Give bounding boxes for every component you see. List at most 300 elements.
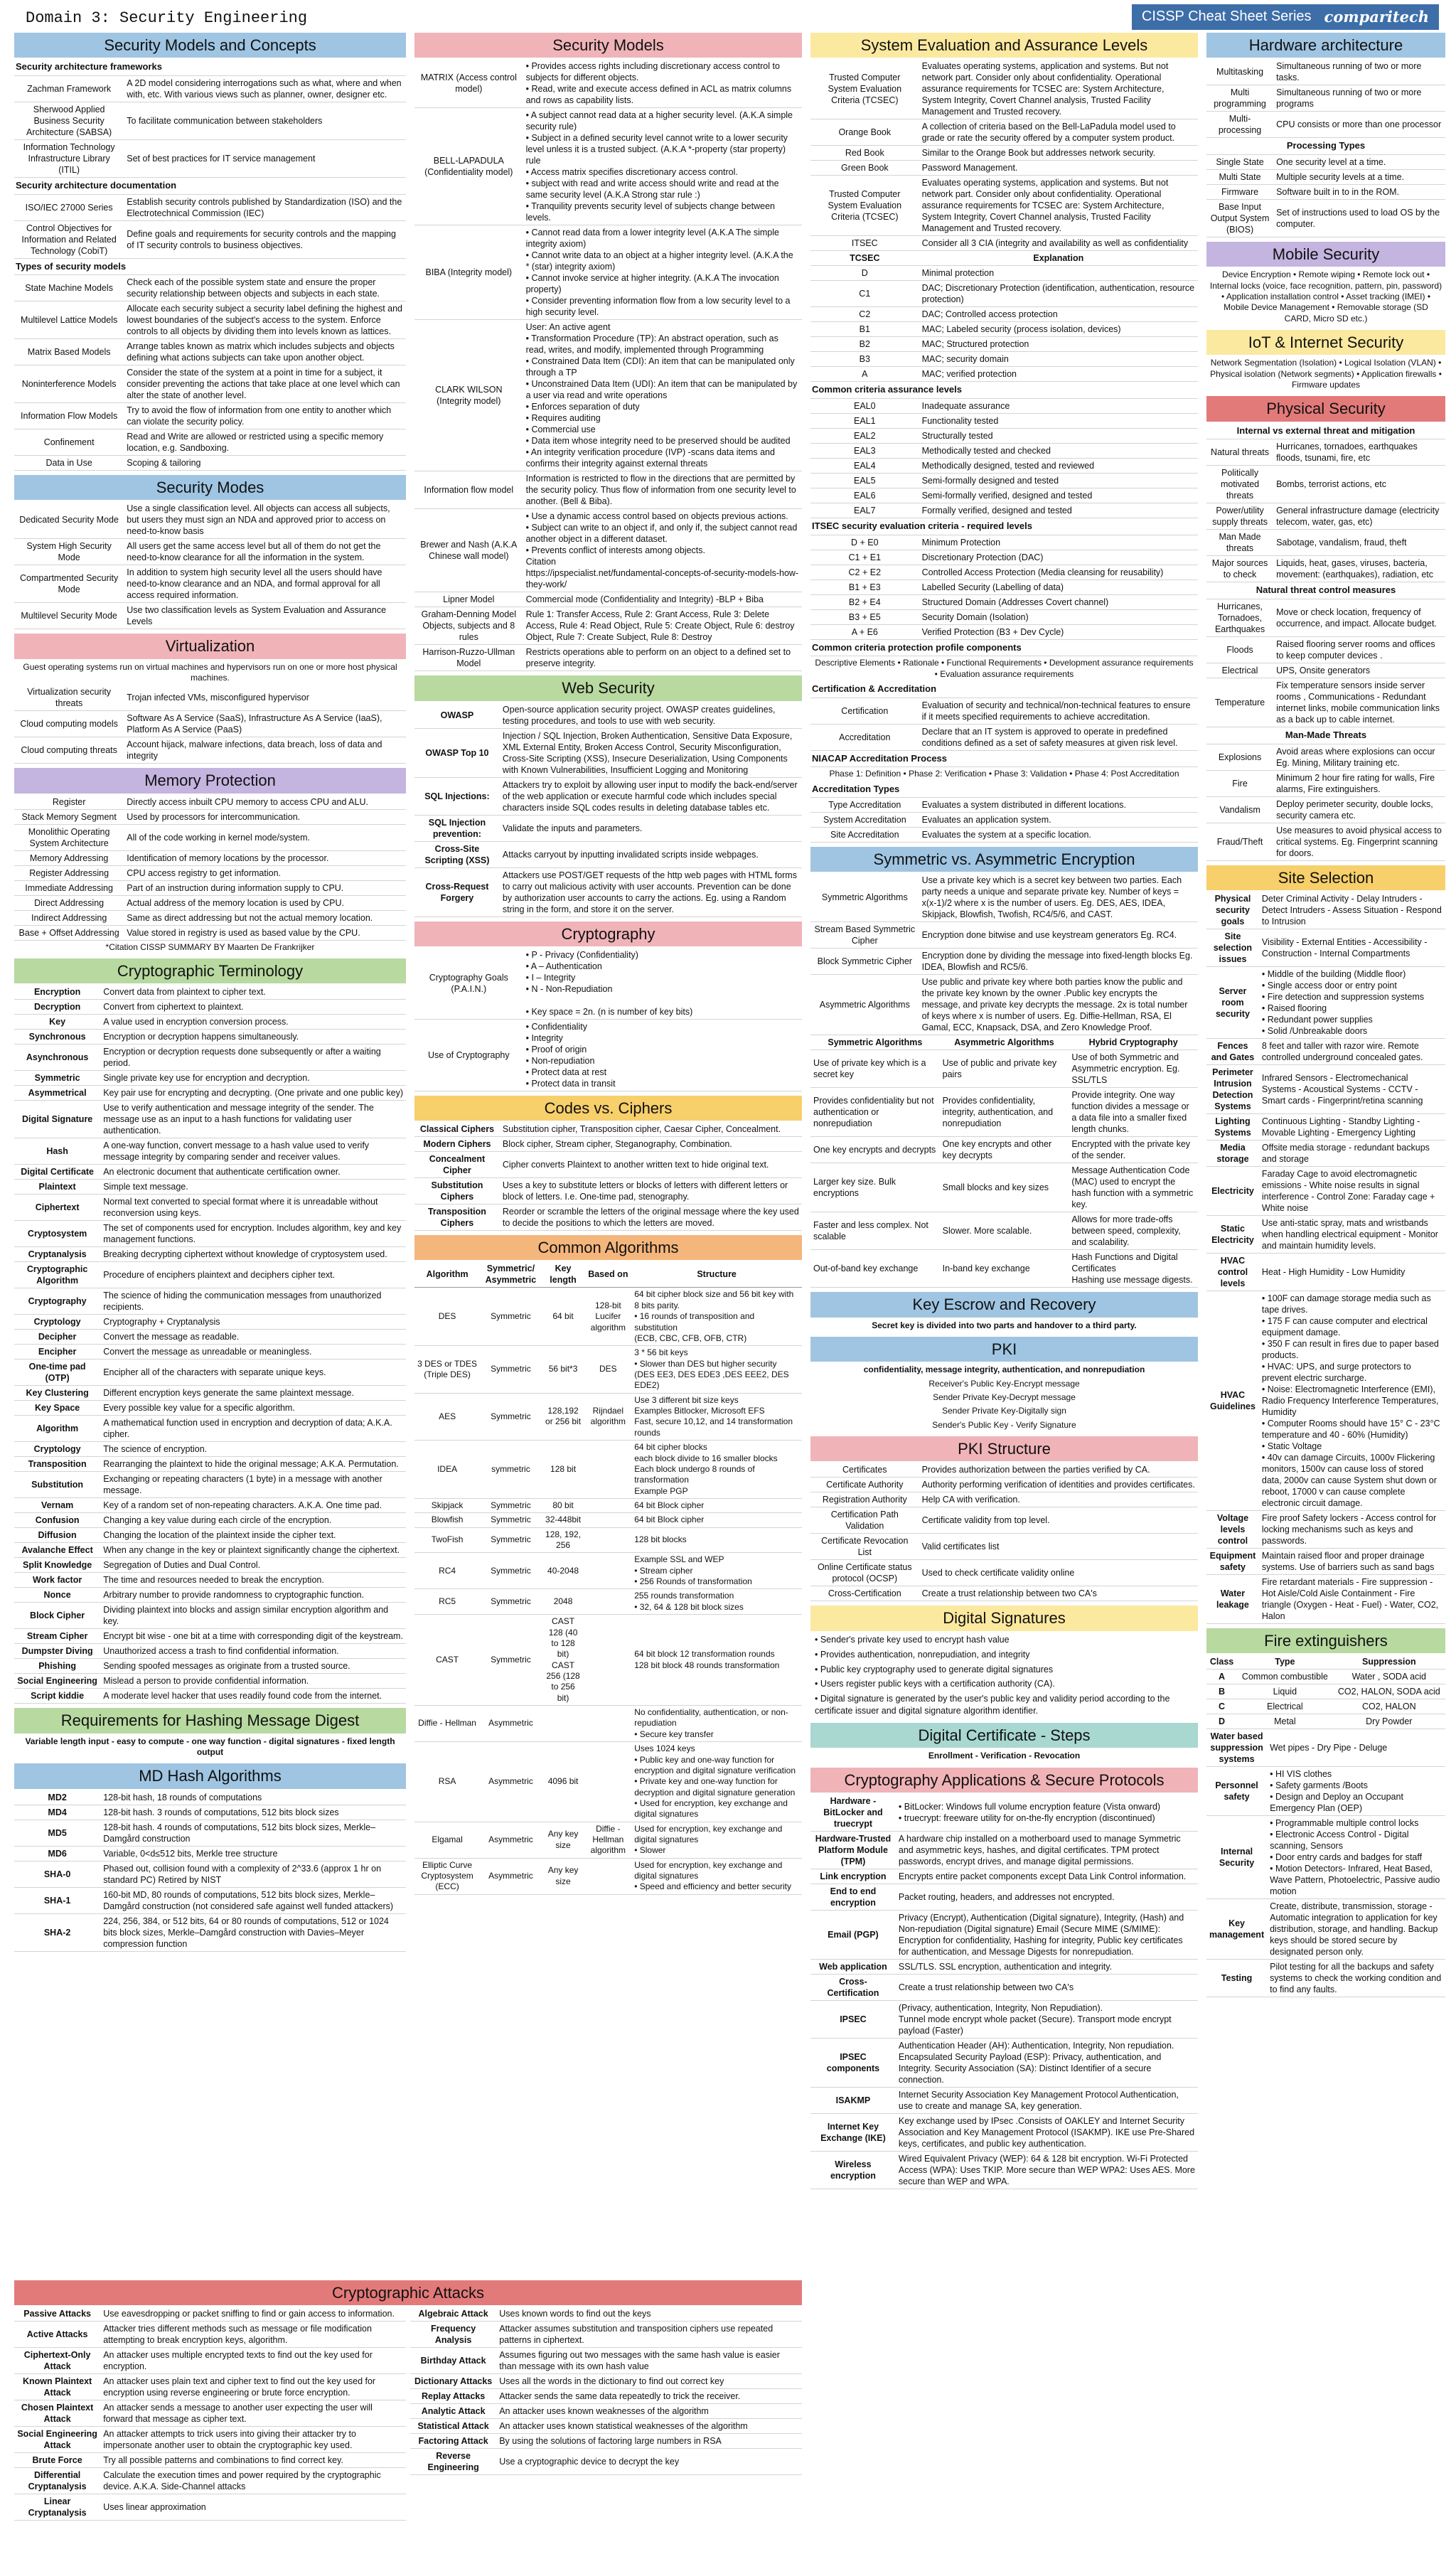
row-label: MD5 [14, 1820, 100, 1846]
row-value: Allocate each security subject a security label defining the highest and lowest boundaries of the subject's access to the system. Enforce controls to all objects by dividing them into levels known as lattices. [124, 301, 406, 339]
row-label: Asynchronous [14, 1045, 100, 1071]
table-cell: Larger key size. Bulk encryptions [810, 1163, 940, 1212]
row-value: General infrastructure damage (electricity telecom, water, gas, etc) [1273, 503, 1445, 530]
security-models-section [414, 33, 802, 671]
row-label: Plaintext [14, 1180, 100, 1195]
cryptographic-attacks-panel [14, 2280, 802, 2560]
row-label: Base Input Output System (BIOS) [1206, 199, 1273, 237]
brand-banner[interactable] [1132, 4, 1439, 30]
row-value: Fire proof Safety lockers - Access control for locking mechanisms such as keys and passwords. [1259, 1510, 1445, 1548]
row-label: Internet Key Exchange (IKE) [810, 2113, 896, 2151]
table-row [1206, 59, 1445, 85]
subsection-title: Natural threat control measures [1206, 582, 1445, 599]
row-value: A 2D model considering interrogations such as what, where and when with, etc. With various views such as planner, owner, designer etc. [124, 76, 406, 102]
row-label: Site selection issues [1206, 929, 1259, 966]
row-value: All of the code working in kernel mode/system. [124, 824, 406, 850]
row-label: Ciphertext [14, 1195, 100, 1221]
section-title: Key Escrow and Recovery [810, 1292, 1198, 1317]
row-value: A mathematical function used in encryption and decryption of data; A.K.A. cipher. [100, 1416, 406, 1442]
table-row [810, 1794, 1198, 1832]
row-value: Information is restricted to flow in the directions that are permitted by the security policy. Thus flow of information from one security level to another. (Bell & Biba). [523, 471, 802, 509]
table-row [14, 1913, 406, 1951]
table-row [414, 1441, 802, 1499]
table-row [1206, 1113, 1445, 1140]
paragraph: Secret key is divided into two parts and handover to a third party. [872, 1320, 1137, 1330]
row-label: Avalanche Effect [14, 1543, 100, 1558]
row-value: Structurally tested [919, 428, 1198, 443]
table-cell [584, 1615, 631, 1706]
row-label: MD2 [14, 1790, 100, 1805]
paragraph: Descriptive Elements • Rationale • Functional Requirements • Development assurance requirements • Evaluation assurance requirements [815, 658, 1194, 679]
table-row [14, 2453, 406, 2468]
key-escrow-section [810, 1292, 1198, 1332]
row-label: Cryptanalysis [14, 1247, 100, 1262]
table-row [1206, 663, 1445, 678]
row-label: Direct Addressing [14, 895, 124, 910]
row-label: Explosions [1206, 744, 1273, 771]
table-cell [584, 1527, 631, 1553]
table-cell [584, 1589, 631, 1615]
row-value: Attacks carryout by inputting invalidated scripts inside webpages. [500, 841, 802, 867]
row-value: 8 feet and taller with razor wire. Remote controlled underground concealed gates. [1259, 1038, 1445, 1064]
table-row [14, 1401, 406, 1416]
kv-table [414, 59, 802, 671]
row-label: B1 [810, 322, 919, 337]
table-cell: Common combustible [1237, 1670, 1332, 1684]
table-cell: Symmetric [480, 1615, 541, 1706]
table-row [810, 458, 1198, 473]
subsection-title: Accreditation Types [810, 781, 1198, 798]
table-cell: B [1206, 1684, 1237, 1699]
row-label: Statistical Attack [410, 2419, 496, 2434]
row-label: ITSEC [810, 236, 919, 251]
system-evaluation-section [810, 33, 1198, 843]
table-row [1206, 199, 1445, 237]
row-value: Changing the location of the plaintext inside the cipher text. [100, 1528, 406, 1543]
row-label: Voltage levels control [1206, 1510, 1259, 1548]
table-row [1206, 1253, 1445, 1291]
row-value: Software As A Service (SaaS), Infrastructure As A Service (IaaS), Platform As A Service (PaaS) [124, 711, 406, 737]
row-value: • HI VIS clothes • Safety garments /Boots • Design and Deploy an Occupant Emergency Plan (OEP) [1267, 1767, 1445, 1816]
table-row [14, 1138, 406, 1165]
kv-table [810, 873, 1198, 1035]
table-row [810, 535, 1198, 550]
table-row [810, 399, 1198, 414]
table-row [810, 337, 1198, 352]
row-label: Classical Ciphers [414, 1122, 500, 1137]
table-row [14, 1543, 406, 1558]
table-cell: Use of private key which is a secret key [810, 1050, 940, 1088]
row-label: Cross-Certification [810, 1586, 919, 1601]
row-label: Certificates [810, 1463, 919, 1478]
paragraph: confidentiality, message integrity, authentication, and nonrepudiation [863, 1364, 1145, 1375]
table-cell [584, 1706, 631, 1742]
table-cell: Used for encryption, key exchange and digital signatures • Slower [631, 1822, 802, 1858]
row-label: Sherwood Applied Business Security Architecture (SABSA) [14, 102, 124, 139]
table-cell: 128 bit [542, 1441, 585, 1499]
row-label: Asymmetric Algorithms [810, 975, 919, 1035]
table-row [414, 1498, 802, 1512]
row-label: Differential Cryptanalysis [14, 2468, 100, 2494]
row-value: Semi-formally verified, designed and tested [919, 488, 1198, 503]
row-label: Transposition Ciphers [414, 1204, 500, 1231]
row-label: Phishing [14, 1659, 100, 1674]
row-label: Brute Force [14, 2453, 100, 2468]
row-label: Asymmetrical [14, 1086, 100, 1101]
virtualization-section [14, 634, 406, 764]
table-row [14, 301, 406, 339]
table-cell [584, 1498, 631, 1512]
row-label: Dumpster Diving [14, 1644, 100, 1659]
row-value: User: An active agent • Transformation Procedure (TP): An abstract operation, such as read, writes, and modify, implemented through Programming • Constrained Data Item (CDI): An item that can be manipulated only through a TP • Unconstrained Data Item (UDI): An item that can be manipulated by a user via read and write operations • Enforces separation of duty • Requires auditing • Commercial use • Data item whose integrity need to be preserved should be audited • An integrity verification procedure (IVP) -scans data items and confirms their integrity against external threats [523, 320, 802, 471]
table-row [810, 624, 1198, 639]
table-row [810, 1959, 1198, 1974]
table-cell: Skipjack [414, 1498, 480, 1512]
sheet-series-label: CISSP Cheat Sheet Series [1141, 9, 1312, 25]
table-row [1206, 184, 1445, 199]
row-value: 128-bit hash. 4 rounds of computations, 512 bits block sizes, Merkle–Damgård construction [100, 1820, 406, 1846]
row-label: OWASP [414, 703, 500, 729]
row-label: Water leakage [1206, 1574, 1259, 1623]
row-label: Confusion [14, 1513, 100, 1528]
table-cell: Dry Powder [1333, 1714, 1445, 1729]
row-value: Mislead a person to provide confidential information. [100, 1674, 406, 1689]
row-value: Security Domain (Isolation) [919, 609, 1198, 624]
web-security-section [414, 675, 802, 917]
row-label: CLARK WILSON (Integrity model) [414, 320, 523, 471]
table-row [14, 365, 406, 403]
row-label: Web application [810, 1959, 896, 1974]
table-row [14, 1086, 406, 1101]
table-row [1206, 1140, 1445, 1166]
row-value: Faraday Cage to avoid electromagnetic emissions - White noise results in signal interference - Control Zone: Faraday cage + White noise [1259, 1166, 1445, 1215]
row-label: Memory Addressing [14, 850, 124, 865]
table-row [1206, 1215, 1445, 1253]
table-row [414, 1152, 802, 1178]
table-cell: Symmetric [480, 1393, 541, 1440]
table-cell: Use 3 different bit size keys Examples Bitlocker, Microsoft EFS Fast, secure 10,12, and 14 transformation rounds [631, 1393, 802, 1440]
table-row [810, 565, 1198, 579]
row-label: Work factor [14, 1573, 100, 1588]
table-cell: No confidentiality, authentication, or non-repudiation • Secure key transfer [631, 1706, 802, 1742]
kv-table [414, 703, 802, 917]
table-row [1206, 530, 1445, 556]
row-value: A hardware chip installed on a motherboard used to manage Symmetric and asymmetric keys, hashes, and digital certificates. TPM protect passwords, encrypt drives, and manage digital permissions. [896, 1831, 1198, 1869]
row-label: Nonce [14, 1588, 100, 1603]
table-row [1206, 1064, 1445, 1113]
row-label: Cryptography [14, 1288, 100, 1315]
row-value: Liquids, heat, gases, viruses, bacteria, movement: (earthquakes), radiation, etc [1273, 556, 1445, 582]
column-header: Based on [584, 1261, 631, 1288]
row-value: 128-bit hash. 3 rounds of computations, 512 bits block sizes [100, 1805, 406, 1820]
md-hash-section [14, 1763, 406, 1951]
table-row [14, 795, 406, 810]
row-value: Use a single classification level. All objects can access all subjects, but users they must sign an NDA and approved prior to access on need-to-know basis [124, 501, 406, 539]
row-value: DAC; Discretionary Protection (identification, authentication, resource protection) [919, 281, 1198, 307]
row-value: • Use a dynamic access control based on objects previous actions. • Subject can write to an object if, and only if, the subject cannot read another object in a different dataset. • Prevents conflict of interests among objects. Citation https://ipspecialist.net/fundamental-concepts-of-security-models-how-they-work/ [523, 509, 802, 592]
row-value: • Middle of the building (Middle floor) • Single access door or entry point • Fire detection and suppression systems • Raised flooring • Redundant power supplies • Solid /Unbreakable doors [1259, 966, 1445, 1038]
table-cell: Faster and less complex. Not scalable [810, 1212, 940, 1250]
table-cell: 80 bit [542, 1498, 585, 1512]
kv-table [810, 698, 1198, 751]
table-row [810, 798, 1198, 813]
row-value: Attackers use POST/GET requests of the http web pages with HTML forms to carry out malicious activity with user accounts. Prevention can be done by authorization user accounts to carry the actions. Eg. using a Random string in the form, and store it on the server. [500, 867, 802, 917]
row-value: Consider the state of the system at a point in time for a subject, it consider preventing the actions that take place at one level which can alter the state of another level. [124, 365, 406, 403]
row-value: Account hijack, malware infections, data breach, loss of data and integrity [124, 737, 406, 764]
row-value: Semi-formally designed and tested [919, 473, 1198, 488]
table-row [14, 985, 406, 1000]
kv-table [1206, 155, 1445, 237]
table-row [1206, 155, 1445, 170]
row-label: Politically motivated threats [1206, 466, 1273, 503]
table-row [14, 910, 406, 925]
table-cell: 64 bit [542, 1288, 585, 1346]
table-row [414, 1513, 802, 1527]
table-row [1206, 1548, 1445, 1574]
table-row [810, 1212, 1198, 1250]
column-1 [14, 33, 406, 2557]
row-value: SSL/TLS. SSL encryption, authentication and integrity. [896, 1959, 1198, 1974]
row-value: Read and Write are allowed or restricted using a specific memory location, e.g. Sandboxing. [124, 429, 406, 456]
section-title: Cryptographic Terminology [14, 958, 406, 983]
table-row [410, 2389, 802, 2404]
row-label: Synchronous [14, 1030, 100, 1045]
row-value: Substitution cipher, Transposition cipher, Caesar Cipher, Concealment. [500, 1122, 802, 1137]
row-label: Key management [1206, 1899, 1267, 1960]
row-value: Use to verify authentication and message integrity of the sender. The message use as an input to a hash functions for validating user authentication. [100, 1101, 406, 1138]
kv-table [1206, 599, 1445, 727]
section-title: Requirements for Hashing Message Digest [14, 1708, 406, 1733]
bullet-line: • Provides authentication, nonrepudiation, and integrity [815, 1649, 1030, 1660]
row-label: EAL4 [810, 458, 919, 473]
kv-table [1206, 892, 1445, 1624]
paragraph: Phase 1: Definition • Phase 2: Verification • Phase 3: Validation • Phase 4: Post Accreditation [829, 769, 1179, 779]
table-row [810, 1163, 1198, 1212]
row-label: Passive Attacks [14, 2307, 100, 2322]
table-cell: 64 bit cipher blocks each block divide to 16 smaller blocks Each block undergo 8 rounds of transformation Example PGP [631, 1441, 802, 1499]
paragraph: Variable length input - easy to compute - one way function - digital signatures - fixed length output [25, 1736, 395, 1758]
table-row [810, 2038, 1198, 2087]
row-value: A value used in encryption conversion process. [100, 1015, 406, 1030]
row-label: Register [14, 795, 124, 810]
row-label: Algebraic Attack [410, 2307, 496, 2322]
kv-table [14, 795, 406, 941]
row-value: Create, distribute, transmission, storage - Automatic integration to application for key distribution, storage, and handling. Backup keys should be stored secure by designated person only. [1267, 1899, 1445, 1960]
table-row [414, 1288, 802, 1346]
row-value: Changing a key value during each circle of the encryption. [100, 1513, 406, 1528]
table-cell: Provides confidentiality but not authentication or nonrepudiation [810, 1088, 940, 1137]
kv-table [14, 985, 406, 1704]
table-row [810, 1534, 1198, 1560]
table-cell: Symmetric [480, 1589, 541, 1615]
row-value: Use anti-static spray, mats and wristbands when handling electrical equipment - Monitor and maintain humidity levels. [1259, 1215, 1445, 1253]
table-row [810, 236, 1198, 251]
row-value: Evaluates operating systems, application and systems. But not network part. Consider only about confidentiality. Operational assurance requirements for TCSEC are: System Architecture, System Integrity, Covert Channel analysis, Trusted Facility Management and Trusted recovery. [919, 176, 1198, 236]
table-row [14, 2322, 406, 2348]
row-label: Certificate Revocation List [810, 1534, 919, 1560]
row-value: 160-bit MD, 80 rounds of computations, 512 bits block sizes, Merkle–Damgård construction (not considered safe against well funded attackers) [100, 1887, 406, 1913]
table-row [14, 603, 406, 629]
subsection-title: Internal vs external threat and mitigation [1206, 423, 1445, 440]
row-value: Evaluates operating systems, application and systems. But not network part. Consider only about confidentiality. Operational assurance requirements for TCSEC are: System Architecture, System Integrity, Covert Channel analysis, Trusted Facility Management and Trusted recovery. [919, 59, 1198, 119]
row-value: When any change in the key or plaintext significantly change the ciphertext. [100, 1543, 406, 1558]
table-row [14, 1101, 406, 1138]
table-row [14, 850, 406, 865]
row-value: Structured Domain (Addresses Covert channel) [919, 594, 1198, 609]
table-row [1206, 439, 1445, 466]
row-label: Encipher [14, 1345, 100, 1360]
row-label: Electrical [1206, 663, 1273, 678]
table-row [410, 2404, 802, 2419]
kv-table [414, 1122, 802, 1231]
table-row [810, 1560, 1198, 1586]
row-label: Analytic Attack [410, 2404, 496, 2419]
row-value: Define goals and requirements for security controls and the mapping of IT security controls to business objectives. [124, 220, 406, 258]
row-value: Encryption or decryption happens simultaneously. [100, 1030, 406, 1045]
table-row [414, 320, 802, 471]
table-cell: 32-448bit [542, 1513, 585, 1527]
table-cell: RSA [414, 1742, 480, 1822]
row-value: • A subject cannot read data at a higher security level. (A.K.A simple security rule) • Subject in a defined security level cannot write to a lower security level unless it is a trusted subject. (A.K.A *-property (star property) rule • Access matrix specifies discretionary access control. • subject with read and write access should write and read at the same security level (A.K.A Strong star rule :) • Tranquility prevents security level of subjects change between levels. [523, 108, 802, 225]
table-row [1206, 1729, 1445, 1767]
row-label: Multilevel Security Mode [14, 603, 124, 629]
column-header: Suppression [1333, 1655, 1445, 1670]
row-value: Inadequate assurance [919, 399, 1198, 414]
paragraph: Device Encryption • Remote wiping • Remote lock out • Internal locks (voice, face recognition, pattern, pin, password) • Application installation control • Asset tracking (IMEI) • Mobile Device Management • Removable storage (SD CARD, Micro SD etc.) [1209, 269, 1442, 324]
row-value: Authority performing verification of identities and provides certificates. [919, 1478, 1198, 1492]
row-value: • Cannot read data from a lower integrity level (A.K.A The simple integrity axiom) • Cannot write data to an object at a higher integrity level. (A.K.A the * (star) integrity axiom) • Cannot invoke service at higher integrity. (A.K.A The invocation property) • Consider preventing information flow from a low security level to a high security level. [523, 225, 802, 320]
row-value: An attacker sends a message to another user expecting the user will forward that message as cipher text. [100, 2400, 406, 2427]
table-cell: Electrical [1237, 1699, 1332, 1714]
table-row [14, 1180, 406, 1195]
table-row [414, 509, 802, 592]
attacks-grid [14, 2307, 802, 2521]
document-title: Domain 3: Security Engineering [26, 9, 308, 27]
row-value: The science of hiding the communication messages from unauthorized recipients. [100, 1288, 406, 1315]
table-cell: One key encrypts and other key decrypts [940, 1137, 1069, 1163]
table-row [14, 501, 406, 539]
table-row [410, 2374, 802, 2389]
row-label: Replay Attacks [410, 2389, 496, 2404]
table-row [810, 2087, 1198, 2113]
row-value: MAC; Labeled security (process isolation, devices) [919, 322, 1198, 337]
row-label: Cross-Site Scripting (XSS) [414, 841, 500, 867]
table-cell: symmetric [480, 1441, 541, 1499]
row-label: D [810, 266, 919, 281]
row-value: Same as direct addressing but not the actual memory location. [124, 910, 406, 925]
row-value: Attackers try to exploit by allowing user input to modify the back-end/server of the web application or execute harmful code which includes special characters inside SQL codes results in deleting database tables etc. [500, 777, 802, 815]
table-row [414, 225, 802, 320]
pki-line: Receiver's Public Key-Encrypt message [928, 1378, 1080, 1389]
row-value: A moderate level hacker that uses readily found code from the internet. [100, 1689, 406, 1704]
row-label: EAL2 [810, 428, 919, 443]
row-value: Reorder or scramble the letters of the original message where the key used to decide the positions to which the letters are moved. [500, 1204, 802, 1231]
table-row [810, 1910, 1198, 1959]
attacks-right [410, 2307, 802, 2521]
row-label: HVAC control levels [1206, 1253, 1259, 1291]
row-value: Used by processors for intercommunication. [124, 809, 406, 824]
row-label: SQL Injection prevention: [414, 815, 500, 841]
row-value: Check each of the possible system state and ensure the proper security relationship between objects and subjects in each state. [124, 275, 406, 301]
table-row [14, 1045, 406, 1071]
subsection-title: NIACAP Accreditation Process [810, 751, 1198, 768]
row-value: Uses linear approximation [100, 2494, 406, 2521]
row-value: Normal text converted to special format where it is unreadable without reconversion using keys. [100, 1195, 406, 1221]
table-row [14, 429, 406, 456]
row-value: Create a trust relationship between two CA's [919, 1586, 1198, 1601]
table-row [14, 1386, 406, 1401]
table-cell: Any key size [542, 1858, 585, 1894]
row-value: The time and resources needed to break the encryption. [100, 1573, 406, 1588]
row-label: Modern Ciphers [414, 1137, 500, 1152]
table-cell: CAST 128 (40 to 128 bit) CAST 256 (128 to 256 bit) [542, 1615, 585, 1706]
table-row [14, 1498, 406, 1513]
table-row [14, 1573, 406, 1588]
row-label: Multitasking [1206, 59, 1273, 85]
paragraph: Network Segmentation (Isolation) • Logical Isolation (VLAN) • Physical isolation (Network segments) • Application firewalls • Firmware updates [1210, 358, 1442, 390]
pki-section [810, 1337, 1198, 1432]
row-value: Offsite media storage - redundant backups and storage [1259, 1140, 1445, 1166]
table-row [14, 824, 406, 850]
row-value: • BitLocker: Windows full volume encryption feature (Vista onward) • truecrypt: freeware utility for on-the-fly encryption (discontinued) [896, 1794, 1198, 1832]
table-cell: Asymmetric [480, 1706, 541, 1742]
row-value: All users get the same access level but all of them do not get the need-to-know clearance for all the information in the system. [124, 539, 406, 565]
cryptography-section [414, 922, 802, 1091]
iot-security-section [1206, 330, 1445, 392]
table-row [810, 161, 1198, 176]
row-label: Floods [1206, 636, 1273, 663]
section-title: Security Models and Concepts [14, 33, 406, 58]
row-label: Information flow model [414, 471, 523, 509]
table-row [14, 1629, 406, 1644]
table-row [810, 1463, 1198, 1478]
section-title: Web Security [414, 675, 802, 700]
row-label: D + E0 [810, 535, 919, 550]
table-row [414, 607, 802, 645]
table-row [14, 1000, 406, 1015]
table-row [14, 1247, 406, 1262]
pki-line: Sender Private Key-Digitally sign [942, 1406, 1066, 1416]
table-cell: 2048 [542, 1589, 585, 1615]
table-cell: RC5 [414, 1589, 480, 1615]
table-cell: CO2, HALON [1333, 1699, 1445, 1714]
column-header: Class [1206, 1655, 1237, 1670]
row-value: An attacker uses plain text and cipher text to find out the key used for encryption using reverse engineering or brute force encryption. [100, 2374, 406, 2400]
row-value: To facilitate communication between stakeholders [124, 102, 406, 139]
kv-table [14, 685, 406, 764]
table-row [810, 609, 1198, 624]
subsection-title: Man-Made Threats [1206, 727, 1445, 744]
table-row [1206, 1510, 1445, 1548]
table-row [14, 925, 406, 940]
row-label: BIBA (Integrity model) [414, 225, 523, 320]
row-label: Information Technology Infrastructure Library (ITIL) [14, 139, 124, 177]
kv-table [810, 59, 1198, 251]
row-label: Birthday Attack [410, 2348, 496, 2374]
table-cell: Asymmetric [480, 1822, 541, 1858]
table-row [414, 777, 802, 815]
row-value: Use a private key which is a secret key between two parties. Each party needs a unique and separate private key. Number of keys = x(x-1)/2 where x is the number of users. Eg. DES, AES, IDEA, Skipjack, Blowfish, Twofish, RC4/5/6, and CAST. [919, 873, 1198, 922]
section-title: Site Selection [1206, 865, 1445, 890]
comparison-table [810, 1035, 1198, 1288]
table-row [14, 76, 406, 102]
row-value: (Privacy, authentication, Integrity, Non Repudiation). Tunnel mode encrypt whole packet (Secure). Transport mode encrypt payload (Faster) [896, 2000, 1198, 2038]
row-value: Fire retardant materials - Fire suppression - Hot Aisle/Cold Aisle Containment - Fire triangle (Oxygen - Heat - Fuel) - Water, CO2, Halon [1259, 1574, 1445, 1623]
section-title: Cryptographic Attacks [14, 2280, 802, 2305]
column-3 [810, 33, 1198, 2557]
table-row [14, 1071, 406, 1086]
column-header: Structure [631, 1261, 802, 1288]
